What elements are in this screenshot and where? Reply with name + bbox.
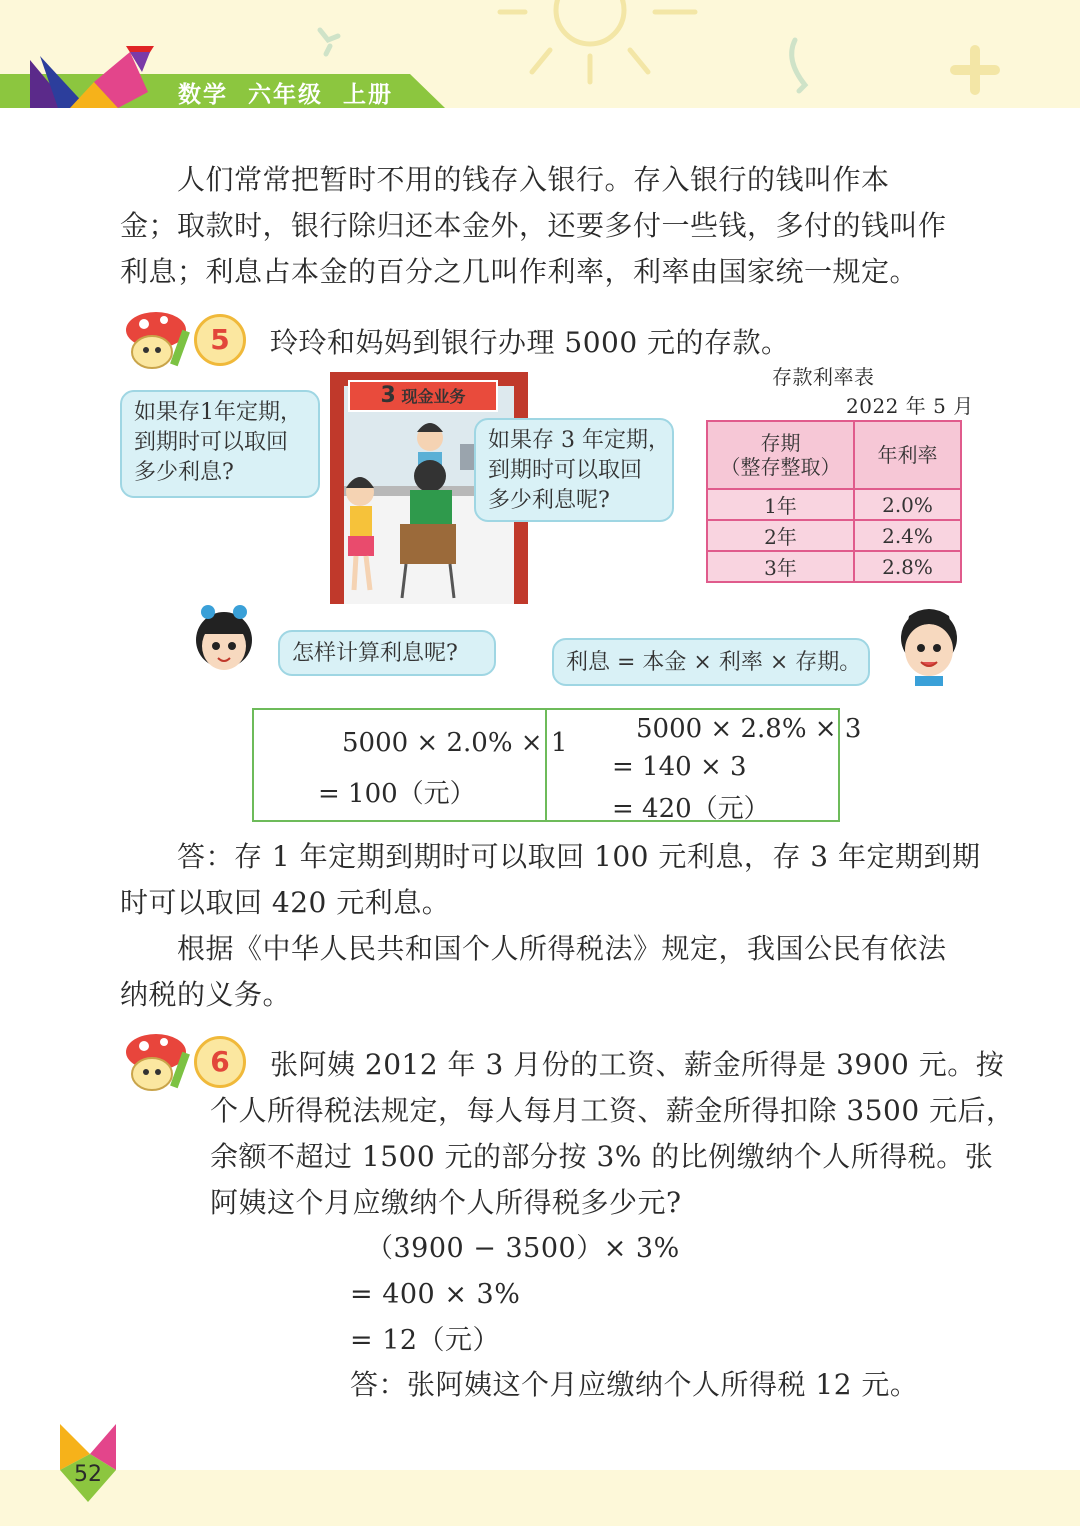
counter-sign <box>348 380 498 412</box>
example-6-calc-2: = 400 × 3% <box>350 1279 521 1310</box>
table-row <box>707 551 961 582</box>
table-row <box>707 489 961 520</box>
example-6-marker <box>120 1030 240 1096</box>
example-5-number: 5 <box>194 314 246 366</box>
boy-avatar <box>895 606 965 686</box>
counter-sign-number: 3 <box>380 383 396 408</box>
header-rate: 年利率 <box>854 421 961 489</box>
answer-5-line-2: 时可以取回 420 元利息。 <box>120 886 451 919</box>
rate-table-date: 2022 年 5 月 <box>846 394 974 418</box>
example-6-calc-3: = 12（元） <box>350 1325 501 1356</box>
intro-line-2: 金；取款时，银行除归还本金外，还要多付一些钱，多付的钱叫作 <box>120 209 947 242</box>
intro-line-1: 人们常常把暂时不用的钱存入银行。存入银行的钱叫作本 <box>120 163 890 196</box>
tangram-logo-icon <box>30 42 160 108</box>
example-6-calc-1: （3900 − 3500）× 3% <box>366 1233 680 1264</box>
calc-left-line-2: = 100（元） <box>318 779 476 809</box>
footer-band <box>0 1470 1080 1526</box>
header-title: 数学 六年级 上册 <box>178 82 394 108</box>
answer-5-line-1: 答：存 1 年定期到期时可以取回 100 元利息，存 3 年定期到期 <box>120 840 981 873</box>
calculation-divider <box>545 708 547 822</box>
table-row <box>707 520 961 551</box>
example-6-number: 6 <box>194 1036 246 1088</box>
mushroom-mascot-icon <box>120 1030 200 1096</box>
calc-left-line-1: 5000 × 2.0% × 1 <box>342 728 568 758</box>
rate-cell: 2.4% <box>854 520 961 551</box>
law-line-1: 根据《中华人民共和国个人所得税法》规定，我国公民有依法 <box>120 932 947 965</box>
girl-avatar <box>190 600 260 676</box>
example-6-line-2: 个人所得税法规定，每人每月工资、薪金所得扣除 3500 元后， <box>210 1094 1015 1127</box>
example-6-line-3: 余额不超过 1500 元的部分按 3% 的比例缴纳个人所得税。张 <box>210 1140 994 1173</box>
law-line-2: 纳税的义务。 <box>120 978 292 1011</box>
example-6-line-4: 阿姨这个月应缴纳个人所得税多少元? <box>210 1186 682 1219</box>
example-6-line-1: 张阿姨 2012 年 3 月份的工资、薪金所得是 3900 元。按 <box>270 1048 1005 1081</box>
rate-cell: 2.8% <box>854 551 961 582</box>
rate-table-title: 存款利率表 <box>772 365 875 389</box>
calc-right-line-3: = 420（元） <box>612 794 770 824</box>
bubble-one-year-question: 如果存1年定期， 到期时可以取回 多少利息? <box>120 390 320 498</box>
term-cell: 2年 <box>707 520 854 551</box>
calc-right-line-1: 5000 × 2.8% × 3 <box>636 714 862 744</box>
intro-line-3: 利息；利息占本金的百分之几叫作利率，利率由国家统一规定。 <box>120 255 919 288</box>
bubble-how-to-calculate: 怎样计算利息呢? <box>278 630 496 676</box>
term-cell: 1年 <box>707 489 854 520</box>
counter-sign-text: 现金业务 <box>401 387 466 406</box>
header-term: 存期 （整存整取） <box>707 421 854 489</box>
bubble-three-year-question: 如果存 3 年定期， 到期时可以取回 多少利息呢? <box>474 418 674 522</box>
page-number: 52 <box>74 1462 102 1487</box>
calc-right-line-2: = 140 × 3 <box>612 752 747 782</box>
example-5-marker <box>120 308 240 374</box>
example-5-problem: 玲玲和妈妈到银行办理 5000 元的存款。 <box>270 326 790 359</box>
example-6-answer: 答：张阿姨这个月应缴纳个人所得税 12 元。 <box>350 1368 919 1401</box>
term-cell: 3年 <box>707 551 854 582</box>
table-header-row <box>707 421 961 489</box>
bubble-interest-formula: 利息 = 本金 × 利率 × 存期。 <box>552 638 870 686</box>
rate-cell: 2.0% <box>854 489 961 520</box>
mushroom-mascot-icon <box>120 308 200 374</box>
deposit-rate-table <box>706 420 962 583</box>
